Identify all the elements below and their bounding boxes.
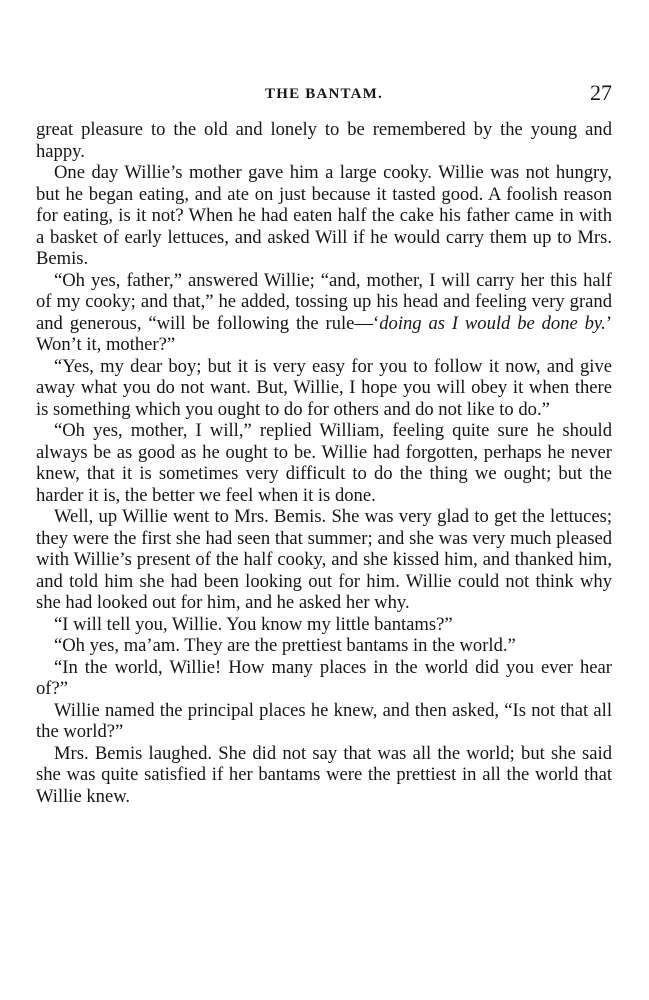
paragraph-3 <box>36 270 612 356</box>
paragraph-8: “Oh yes, ma’am. They are the prettiest bantams in the world.” <box>54 635 516 656</box>
paragraph-3-italic: doing as I would be done by. <box>379 312 606 334</box>
paragraph-6: Well, up Willie went to Mrs. Bemis. She was very glad to get the lettuces; they were the first she had seen that summer; and she was very much pleased with Willie’s present of the half cooky, and she kissed him, and thanked him, and told him she had been looking out for him. Willie could not think why she had looked out for him, and he asked her why. <box>36 506 612 613</box>
paragraph-11: Mrs. Bemis laughed. She did not say that was all the world; but she said she was quite satisfied if her bantams were the prettiest in all the world that Willie knew. <box>36 742 612 807</box>
page-number: 27 <box>590 80 612 105</box>
paragraph-4: “Yes, my dear boy; but it is very easy for you to follow it now, and give away what you do not want. But, Willie, I hope you will obey it when there is something which you ought to do for others and do not like to do.” <box>36 355 612 420</box>
paragraph-5: “Oh yes, mother, I will,” replied William, feeling quite sure he should always be as good as he ought to be. Willie had forgotten, perhaps he never knew, that it is sometimes very difficult to do the thing we ought; but the harder it is, the better we feel when it is done. <box>36 420 612 506</box>
paragraph-1: great pleasure to the old and lonely to be remembered by the young and happy. <box>36 119 612 162</box>
paragraph-10: Willie named the principal places he knew, and then asked, “Is not that all the world?” <box>36 699 612 742</box>
running-title: THE BANTAM. <box>265 86 383 102</box>
paragraph-2: One day Willie’s mother gave him a large cooky. Willie was not hungry, but he began eating, and ate on just because it tasted good. A foolish reason for eating, is it not? When he had eaten half the cake his father came in with a basket of early lettuces, and asked Will if he would carry them up to Mrs. Bemis. <box>36 162 612 269</box>
paragraph-3-text-before: “Oh yes, father,” answered Willie; “and, mother, I will carry her this half of my cooky; and that,” he added, tossing up his head and feeling very grand and generous, “will be following the rule—‘ <box>36 269 612 334</box>
paragraph-9: “In the world, Willie! How many places in the world did you ever hear of?” <box>36 656 612 699</box>
body-text <box>36 119 612 807</box>
paragraph-3-text-after: ’ Won’t it, mother?” <box>36 312 613 355</box>
paragraph-7: “I will tell you, Willie. You know my little bantams?” <box>54 613 453 635</box>
page-header <box>36 80 612 110</box>
